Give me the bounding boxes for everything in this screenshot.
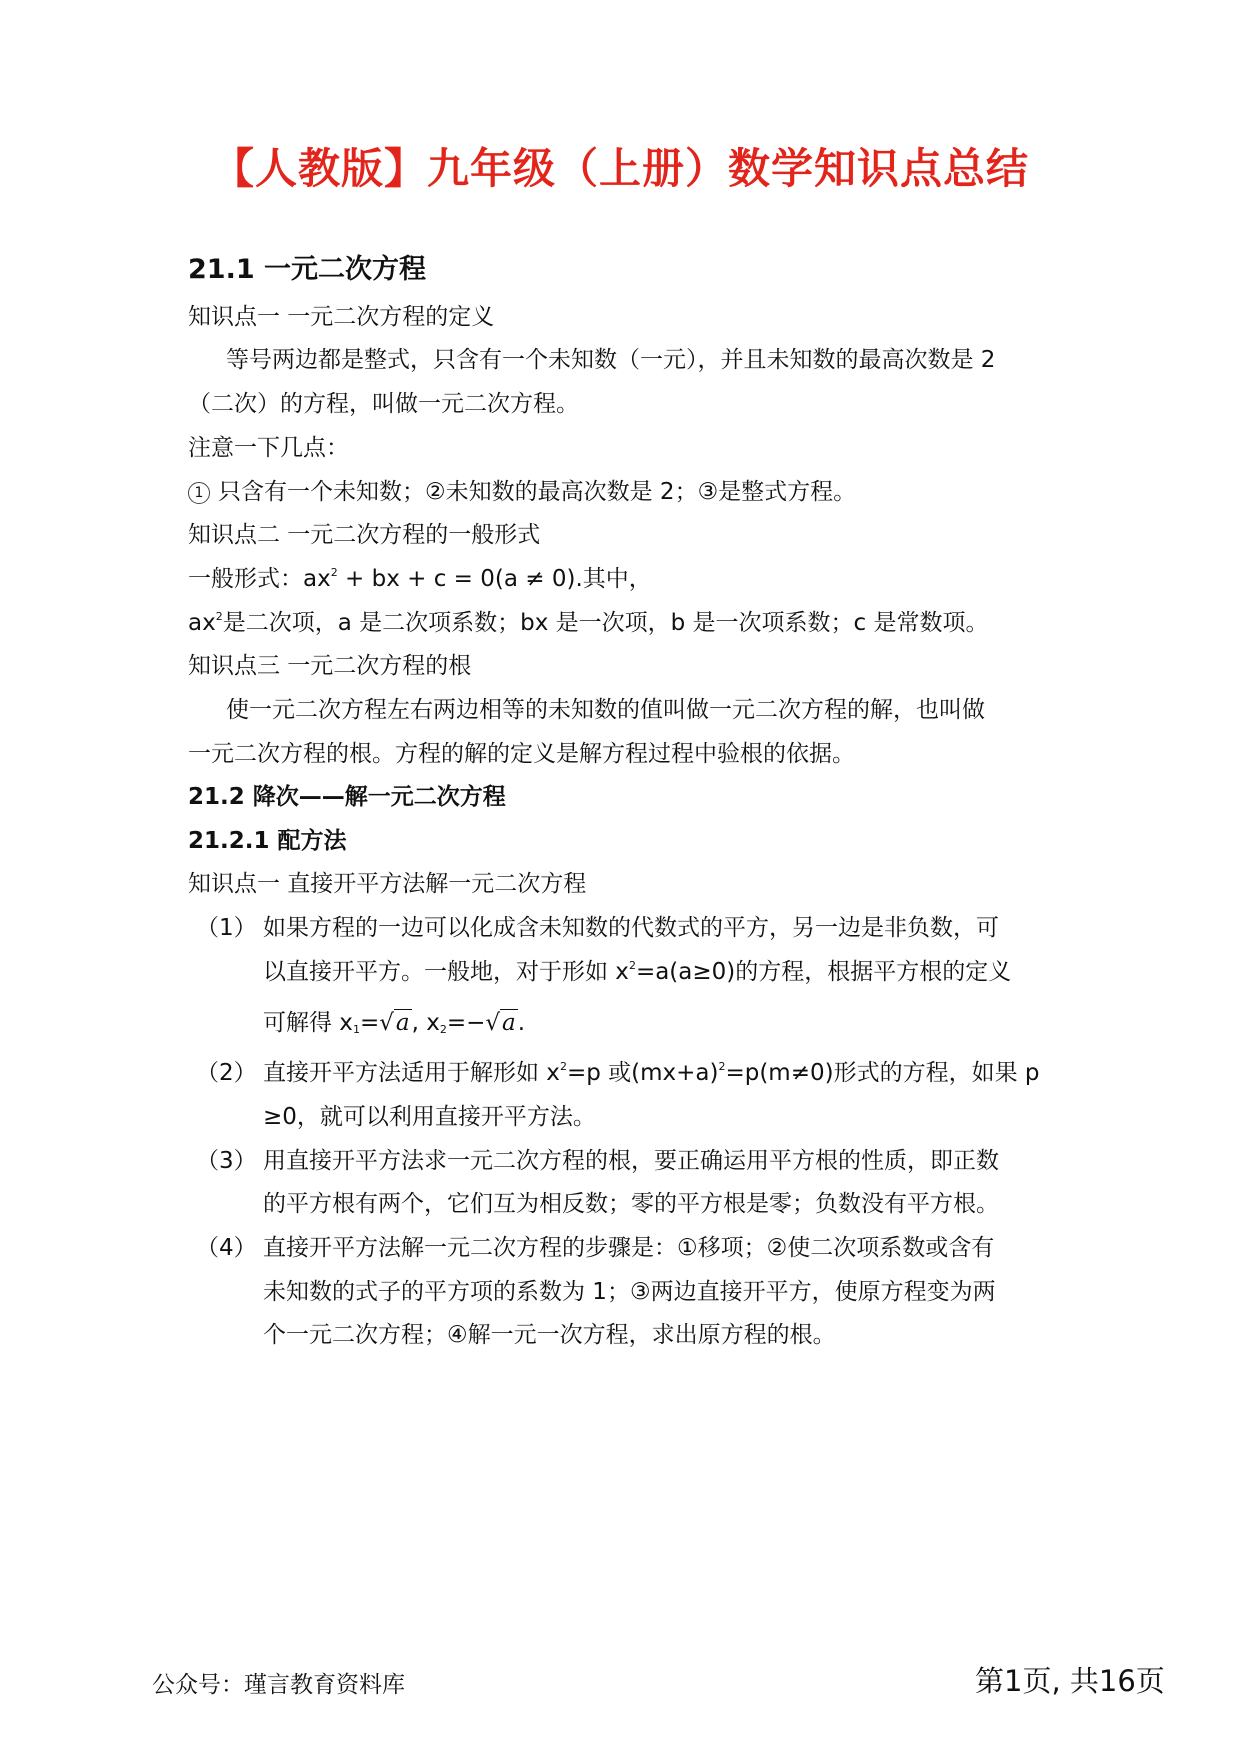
root-definition-line-1: 使一元二次方程左右两边相等的未知数的值叫做一元二次方程的解，也叫做 bbox=[226, 697, 985, 723]
item-2-exponent-2: 2 bbox=[718, 1060, 726, 1073]
knowledge-point-3-title: 知识点三 一元二次方程的根 bbox=[188, 653, 472, 679]
item-1-line-3-c: , x bbox=[411, 1010, 440, 1036]
note-line bbox=[188, 477, 856, 507]
item-2-line-1 bbox=[263, 1058, 1040, 1088]
sqrt-a-negative: √a bbox=[485, 1010, 516, 1036]
list-item-number: （1） bbox=[196, 915, 257, 941]
item-2-line-2: ≥0，就可以利用直接开平方法。 bbox=[263, 1104, 596, 1130]
general-form-line bbox=[188, 564, 652, 594]
item-1-line-3-a: 可解得 x bbox=[263, 1010, 353, 1036]
terms-prefix: ax bbox=[188, 610, 216, 636]
list-item-number: （2） bbox=[196, 1060, 257, 1086]
knowledge-point-direct-title: 知识点一 直接开平方法解一元二次方程 bbox=[188, 871, 587, 897]
item-3-line-2: 的平方根有两个，它们互为相反数；零的平方根是零；负数没有平方根。 bbox=[263, 1191, 999, 1217]
definition-line-1: 等号两边都是整式，只含有一个未知数（一元），并且未知数的最高次数是 2 bbox=[226, 347, 996, 373]
item-4-line-1: 直接开平方法解一元二次方程的步骤是：①移项；②使二次项系数或含有 bbox=[263, 1235, 995, 1261]
section-heading-21-2-1: 21.2.1 配方法 bbox=[188, 828, 347, 854]
item-1-line-3-d: =− bbox=[446, 1010, 486, 1036]
definition-line-2: （二次）的方程，叫做一元二次方程。 bbox=[188, 391, 579, 417]
terms-line bbox=[188, 608, 989, 638]
note-text: 只含有一个未知数；②未知数的最高次数是 2；③是整式方程。 bbox=[218, 479, 857, 505]
radicand-2: a bbox=[502, 1010, 516, 1036]
item-2-exponent-1: 2 bbox=[559, 1060, 567, 1073]
page-title: 【人教版】九年级（上册）数学知识点总结 bbox=[211, 144, 1029, 193]
item-1-line-3 bbox=[263, 1008, 525, 1038]
general-form-prefix: 一般形式：ax bbox=[188, 566, 331, 592]
subscript-2: 2 bbox=[439, 1023, 447, 1036]
item-1-line-3-b: = bbox=[359, 1010, 380, 1036]
item-4-line-3: 个一元二次方程；④解一元一次方程，求出原方程的根。 bbox=[263, 1322, 836, 1348]
footer-source: 公众号：瑾言教育资料库 bbox=[152, 1672, 405, 1698]
item-4-line-2: 未知数的式子的平方项的系数为 1；③两边直接开平方，使原方程变为两 bbox=[263, 1279, 996, 1305]
root-definition-line-2: 一元二次方程的根。方程的解的定义是解方程过程中验根的依据。 bbox=[188, 741, 855, 767]
knowledge-point-1-title: 知识点一 一元二次方程的定义 bbox=[188, 304, 495, 330]
item-2-line-1-c: =p(m≠0)形式的方程，如果 p bbox=[725, 1060, 1040, 1086]
general-form-rest: + bx + c = 0(a ≠ 0).其中， bbox=[337, 566, 652, 592]
note-title: 注意一下几点： bbox=[188, 435, 349, 461]
sqrt-a: √a bbox=[379, 1010, 410, 1036]
item-2-line-1-b: =p 或(mx+a) bbox=[566, 1060, 719, 1086]
radicand: a bbox=[395, 1010, 410, 1036]
list-item-number: （3） bbox=[196, 1148, 257, 1174]
item-1-line-1: 如果方程的一边可以化成含未知数的代数式的平方，另一边是非负数，可 bbox=[263, 915, 999, 941]
terms-exponent: 2 bbox=[215, 610, 223, 623]
item-2-line-1-a: 直接开平方法适用于解形如 x bbox=[263, 1060, 560, 1086]
section-heading-21-2: 21.2 降次——解一元二次方程 bbox=[188, 784, 506, 810]
list-item-number: （4） bbox=[196, 1235, 257, 1261]
page-number: 第1页, 共16页 bbox=[975, 1664, 1165, 1698]
item-1-line-2-b: =a(a≥0)的方程，根据平方根的定义 bbox=[635, 959, 1012, 985]
item-3-line-1: 用直接开平方法求一元二次方程的根，要正确运用平方根的性质，即正数 bbox=[263, 1148, 999, 1174]
item-1-line-2-a: 以直接开平方。一般地，对于形如 x bbox=[263, 959, 629, 985]
section-heading-21-1: 21.1 一元二次方程 bbox=[188, 254, 427, 285]
circled-number: 1 bbox=[188, 482, 210, 504]
general-form-exponent: 2 bbox=[330, 566, 338, 579]
item-1-exponent: 2 bbox=[628, 959, 636, 972]
knowledge-point-2-title: 知识点二 一元二次方程的一般形式 bbox=[188, 522, 541, 548]
item-1-line-3-e: . bbox=[517, 1010, 526, 1036]
terms-rest: 是二次项，a 是二次项系数；bx 是一次项，b 是一次项系数；c 是常数项。 bbox=[222, 610, 989, 636]
subscript-1: 1 bbox=[352, 1023, 360, 1036]
item-1-line-2 bbox=[263, 957, 1011, 987]
